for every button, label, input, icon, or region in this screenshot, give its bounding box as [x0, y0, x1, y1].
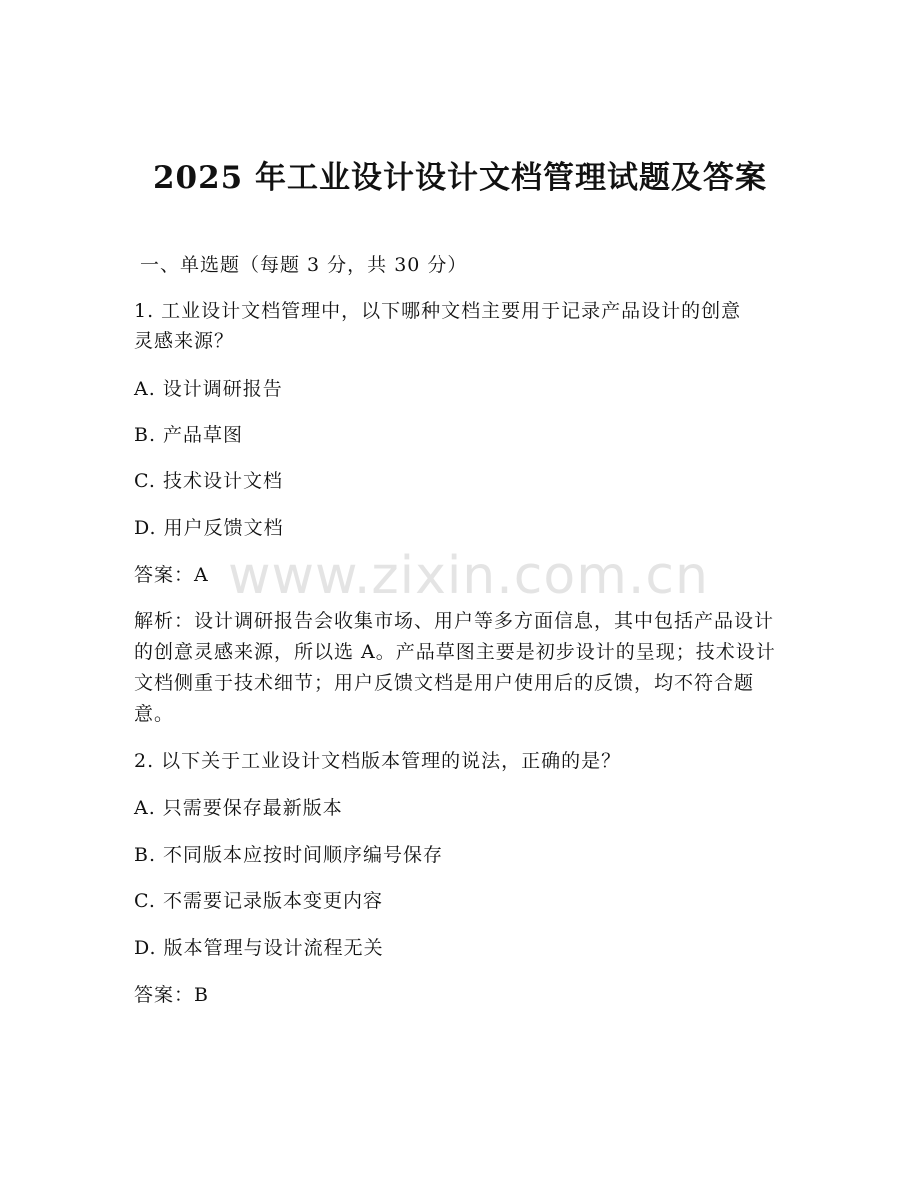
- question-2-option-d: D. 版本管理与设计流程无关: [134, 937, 384, 959]
- question-1-stem-line-2: 灵感来源？: [134, 330, 235, 352]
- question-1-stem-line-1: 1. 工业设计文档管理中，以下哪种文档主要用于记录产品设计的创意: [134, 300, 742, 322]
- question-2-option-b: B. 不同版本应按时间顺序编号保存: [134, 844, 444, 866]
- question-1-option-a: A. 设计调研报告: [134, 378, 283, 400]
- section-heading: 一、单选题（每题 3 分，共 30 分）: [140, 254, 468, 276]
- question-2-option-c: C. 不需要记录版本变更内容: [134, 890, 383, 912]
- question-1-explanation: 解析：设计调研报告会收集市场、用户等多方面信息，其中包括产品设计的创意灵感来源，所以选 A。产品草图主要是初步设计的呈现；技术设计文档侧重于技术细节；用户反馈文档是用户使用后的反馈，均不符合题意。: [134, 610, 776, 725]
- question-2-stem: 2. 以下关于工业设计文档版本管理的说法，正确的是？: [134, 750, 622, 772]
- question-2-option-a: A. 只需要保存最新版本: [134, 797, 343, 819]
- question-1-answer: 答案：A: [134, 564, 209, 586]
- question-1-option-d: D. 用户反馈文档: [134, 517, 284, 539]
- watermark: www.zixin.com.cn: [228, 546, 709, 606]
- question-2-answer: 答案：B: [134, 984, 209, 1006]
- question-1-option-b: B. 产品草图: [134, 424, 244, 446]
- question-1-option-c: C. 技术设计文档: [134, 470, 283, 492]
- page-title: 2025 年工业设计设计文档管理试题及答案: [152, 160, 768, 196]
